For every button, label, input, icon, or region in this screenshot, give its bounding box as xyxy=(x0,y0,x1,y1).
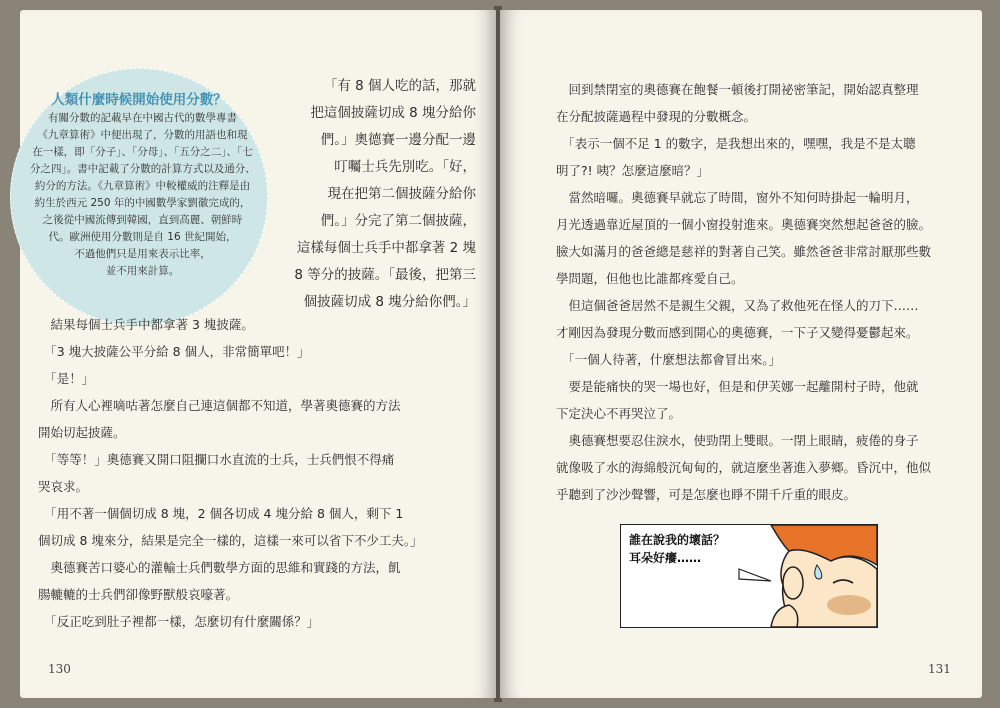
text-line: 「是！」 xyxy=(38,371,95,386)
text-line: 就像吸了水的海綿般沉甸甸的，就這麼坐著進入夢鄉。昏沉中，他似 xyxy=(556,460,932,475)
sidebar-line: 有關分數的記載早在中國古代的數學專書 xyxy=(48,112,237,124)
speech-bubble xyxy=(629,531,725,567)
text-line: 8 等分的披薩。「最後，把第三 xyxy=(294,267,476,283)
page-number-left: 130 xyxy=(48,662,71,676)
sidebar-line: 約分的方法。《九章算術》中較權威的注釋是由 xyxy=(34,180,251,192)
text-line: 「用不著一個個切成 8 塊，2 個各切成 4 塊分給 8 個人，剩下 1 xyxy=(38,506,404,521)
text-line: 叮囑士兵先別吃。「好， xyxy=(334,159,476,175)
bubble-line: 耳朵好癢…… xyxy=(629,551,702,565)
text-line: 「表示一個不足 1 的數字，是我想出來的，嘿嘿，我是不是太聰 xyxy=(556,136,916,151)
sidebar-line: 在一樣，即「分子」、「分母」、「五分之二」、「七 xyxy=(32,146,253,158)
text-line: 要是能痛快的哭一場也好，但是和伊芙娜一起離開村子時，他就 xyxy=(556,379,919,394)
text-line: 所有人心裡嘀咕著怎麼自己連這個都不知道，學著奧德賽的方法 xyxy=(38,398,401,413)
text-line: 臉大如滿月的爸爸總是慈祥的對著自己笑。雖然爸爸非常討厭那些數 xyxy=(556,244,932,259)
text-line: 「等等！」奧德賽又開口阻攔口水直流的士兵，士兵們恨不得痛 xyxy=(38,452,395,467)
text-line: 月光透過靠近屋頂的一個小窗投射進來。奧德賽突然想起爸爸的臉。 xyxy=(556,217,932,232)
sidebar-line: 代。歐洲使用分數則是自 16 世紀開始， xyxy=(48,231,237,243)
sidebar-line: 《九章算術》中便出現了，分數的用語也和現 xyxy=(37,129,248,141)
text-line: 回到禁閉室的奧德賽在飽餐一頓後打開祕密筆記，開始認真整理 xyxy=(556,82,919,97)
text-line: 「一個人待著，什麼想法都會冒出來。」 xyxy=(556,352,782,367)
text-line: 現在把第二個披薩分給你 xyxy=(327,186,476,202)
sidebar-title: 人類什麼時候開始使用分數？ xyxy=(51,92,227,108)
comic-panel xyxy=(620,524,878,628)
right-body-paragraph xyxy=(556,76,931,508)
text-line: 學問題，但他也比誰都疼愛自己。 xyxy=(556,271,744,286)
text-line: 「反正吃到肚子裡都一樣，怎麼切有什麼關係？」 xyxy=(38,614,320,629)
text-line: 在分配披薩過程中發現的分數概念。 xyxy=(556,109,757,124)
text-line: 但這個爸爸居然不是親生父親，又為了救他死在怪人的刀下…… xyxy=(556,298,919,313)
sidebar-line: 並不用來計算。 xyxy=(105,265,180,277)
text-line: 「有 8 個人吃的話，那就 xyxy=(323,78,476,94)
sidebar-text xyxy=(30,110,255,280)
text-line: 奧德賽苦口婆心的灌輸士兵們數學方面的思維和實踐的方法，飢 xyxy=(38,560,401,575)
text-line: 當然暗囉。奧德賽早就忘了時間，窗外不知何時掛起一輪明月， xyxy=(556,190,919,205)
text-line: 這樣每個士兵手中都拿著 2 塊 xyxy=(296,240,476,256)
left-body-paragraph xyxy=(38,311,423,635)
sidebar-line: 約生於西元 250 年的中國數學家劉徽完成的， xyxy=(34,197,251,209)
text-line: 個披薩切成 8 塊分給你們。」 xyxy=(303,294,476,310)
text-line: 下定決心不再哭泣了。 xyxy=(556,406,682,421)
text-line: 才剛因為發現分數而感到開心的奧德賽，一下子又變得憂鬱起來。 xyxy=(556,325,919,340)
text-line: 奧德賽想要忍住淚水，使勁閉上雙眼。一閉上眼睛，疲倦的身子 xyxy=(556,433,919,448)
text-line: 明了?! 咦？怎麼這麼暗？」 xyxy=(556,163,710,178)
text-line: 腸轆轆的士兵們卻像野獸般哀嚎著。 xyxy=(38,587,239,602)
text-line: 個切成 8 塊來分，結果是完全一樣的，這樣一來可以省下不少工夫。」 xyxy=(38,533,423,548)
sidebar-line: 之後從中國流傳到韓國，直到高麗、朝鮮時 xyxy=(42,214,243,226)
text-line: 結果每個士兵手中都拿著 3 塊披薩。 xyxy=(38,317,254,332)
text-line: 乎聽到了沙沙聲響，可是怎麼也睜不開千斤重的眼皮。 xyxy=(556,487,857,502)
page-number-right: 131 xyxy=(928,662,951,676)
text-line: 「3 塊大披薩公平分給 8 個人，非常簡單吧！」 xyxy=(38,344,310,359)
sidebar-line: 不過他們只是用來表示比率， xyxy=(74,248,211,260)
text-line: 哭哀求。 xyxy=(38,479,89,494)
bubble-line: 誰在說我的壞話？ xyxy=(629,533,726,547)
text-line: 們。」分完了第二個披薩， xyxy=(320,213,476,229)
text-line: 把這個披薩切成 8 塊分給你 xyxy=(310,105,476,121)
text-line: 開始切起披薩。 xyxy=(38,425,126,440)
left-top-paragraph xyxy=(258,73,476,316)
sidebar-line: 分之四」。書中記載了分數的計算方式以及通分、 xyxy=(30,163,256,175)
text-line: 們。」奧德賽一邊分配一邊 xyxy=(320,132,476,148)
